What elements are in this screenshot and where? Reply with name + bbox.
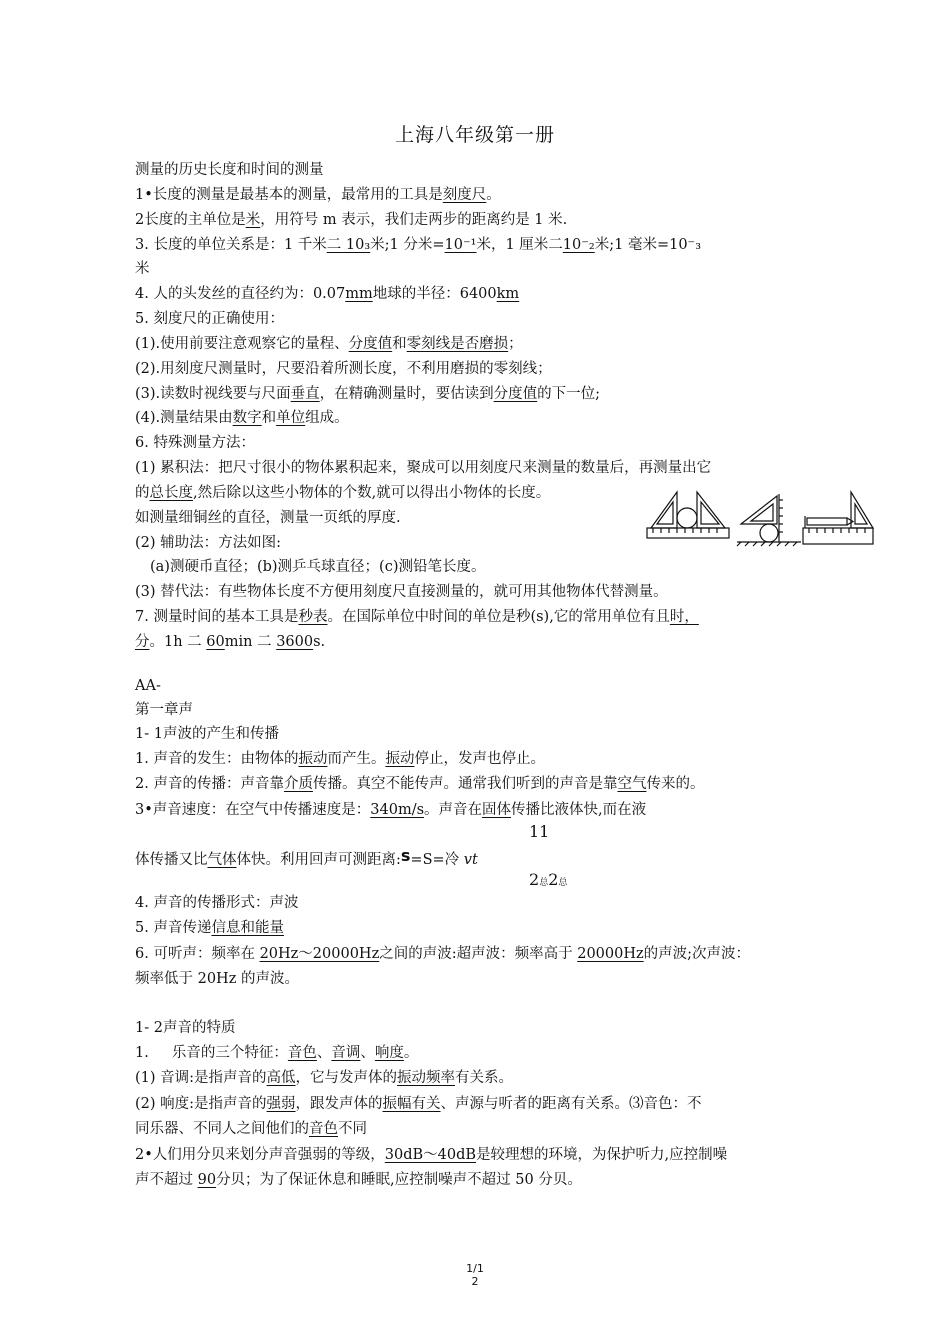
para-3-cont: 米	[135, 261, 150, 277]
chapter-title: 第一章声	[135, 702, 193, 718]
quality-para-2: (1) 音调:是指声音的高低，它与发声体的振动频率有关系。	[135, 1070, 514, 1086]
pencil-length-figure	[803, 492, 873, 544]
para-4: 4. 人的头发丝的直径约为：0.07mm地球的半径：6400km	[135, 286, 520, 302]
sound-para-7: 6. 可听声：频率在 20Hz～20000Hz之间的声波:超声波：频率高于 20000Hz的声波;次声波：	[135, 946, 751, 962]
formula-denominator: 2总2总	[529, 870, 568, 889]
para-16: (3) 替代法：有些物体长度不方便用刻度尺直接测量的，就可用其他物体代替测量。	[135, 584, 668, 600]
section-heading: 测量的历史长度和时间的测量	[135, 162, 324, 178]
aa-marker: AA-	[135, 678, 161, 694]
para-5: 5. 刻度尺的正确使用：	[135, 311, 284, 327]
subsection-1-2: 1- 2声音的特质	[135, 1020, 236, 1036]
sound-para-3: 3•声音速度：在空气中传播速度是：340m/s。声音在固体传播比液体快,而在液	[135, 802, 647, 818]
para-7: (2).用刻度尺测量时，尺要沿着所测长度，不利用磨损的零刻线；	[135, 361, 552, 377]
subsection-1-1: 1- 1声波的产生和传播	[135, 726, 279, 742]
para-14: (2) 辅助法：方法如图:	[135, 535, 282, 551]
para-8: (3).读数时视线要与尺面垂直，在精确测量时，要估读到分度值的下一位;	[135, 386, 601, 402]
para-6: (1).使用前要注意观察它的量程、分度值和零刻线是否磨损；	[135, 336, 523, 352]
para-2: 2长度的主单位是米，用符号 m 表示，我们走两步的距离约是 1 米.	[135, 212, 568, 228]
sound-para-6: 5. 声音传递信息和能量	[135, 920, 284, 936]
para-17: 7. 测量时间的基本工具是秒表。在国际单位中时间的单位是秒(s),它的常用单位有且时，	[135, 609, 699, 625]
para-18: 分。1h 二 60min 二 3600s.	[135, 634, 326, 650]
para-10: 6. 特殊测量方法：	[135, 435, 255, 451]
page-number: 2	[471, 1275, 479, 1288]
sound-para-5: 4. 声音的传播形式：声波	[135, 895, 299, 911]
para-12: 的总长度,然后除以这些小物体的个数,就可以得出小物体的长度。	[135, 485, 551, 501]
page-title: 上海八年级第一册	[394, 124, 555, 146]
para-13: 如测量细铜丝的直径，测量一页纸的厚度.	[135, 510, 401, 526]
para-15: (a)测硬币直径；(b)测乒乓球直径；(c)测铅笔长度。	[150, 559, 486, 575]
coin-diameter-figure	[647, 492, 729, 538]
measurement-diagram	[645, 488, 877, 548]
quality-para-6: 声不超过 90分贝；为了保证休息和睡眠,应控制噪声不超过 50 分贝。	[135, 1172, 582, 1188]
formula-numerator: 11	[529, 822, 550, 841]
sound-para-2: 2. 声音的传播：声音靠介质传播。真空不能传声。通常我们听到的声音是靠空气传来的。	[135, 776, 705, 792]
sound-para-4: 体传播又比气体体快。利用回声可测距离:s=S=冷 vt	[135, 846, 478, 868]
quality-para-4: 同乐器、不同人之间他们的音色不同	[135, 1121, 367, 1137]
quality-para-5: 2•人们用分贝来划分声音强弱的等级，30dB～40dB是较理想的环境，为保护听力,应控制噪	[135, 1147, 728, 1163]
ball-diameter-figure	[737, 494, 801, 546]
para-3: 3. 长度的单位关系是：1 千米二 10₃米;1 分米=10⁻¹米，1 厘米二10⁻₂米;1 毫米=10⁻₃	[135, 237, 702, 253]
sound-para-8: 频率低于 20Hz 的声波。	[135, 971, 299, 987]
quality-para-3: (2) 响度:是指声音的强弱，跟发声体的振幅有关、声源与听者的距离有关系。⑶音色：不	[135, 1096, 702, 1112]
page-indicator: 1/1	[466, 1262, 484, 1275]
para-1: 1•长度的测量是最基本的测量，最常用的工具是刻度尺。	[135, 187, 501, 203]
sound-para-1: 1. 声音的发生：由物体的振动而产生。振动停止，发声也停止。	[135, 751, 545, 767]
quality-para-1: 1. 乐音的三个特征：音色、音调、响度。	[135, 1045, 419, 1061]
para-9: (4).测量结果由数字和单位组成。	[135, 410, 349, 426]
para-11: (1) 累积法：把尺寸很小的物体累积起来，聚成可以用刻度尺来测量的数量后，再测量出它	[135, 460, 712, 476]
